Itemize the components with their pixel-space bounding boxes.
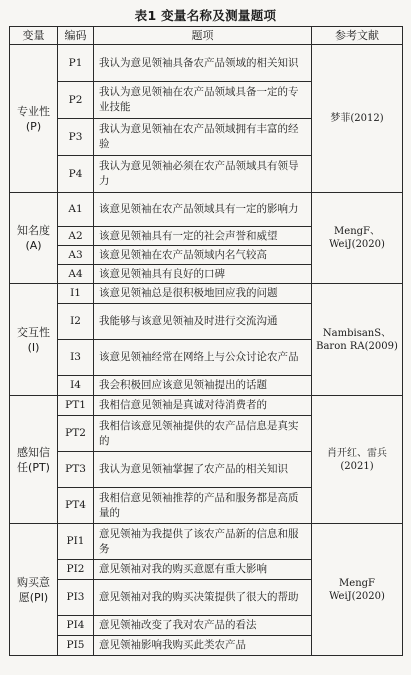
item-text: 意见领袖为我提供了该农产品新的信息和服务 — [94, 524, 312, 560]
item-code: A4 — [58, 265, 94, 284]
item-text: 意见领袖对我的购买决策提供了很大的帮助 — [94, 580, 312, 616]
item-code: PI1 — [58, 524, 94, 560]
item-text: 我认为意见领袖在农产品领域具备一定的专业技能 — [94, 82, 312, 119]
item-text: 我会积极回应该意见领袖提出的话题 — [94, 376, 312, 396]
item-text: 意见领袖对我的购买意愿有重大影响 — [94, 560, 312, 580]
item-text: 我能够与该意见领袖及时进行交流沟通 — [94, 304, 312, 340]
item-text: 我相信该意见领袖提供的农产品信息是真实的 — [94, 416, 312, 452]
item-text: 我相信意见领袖推荐的产品和服务都是高质量的 — [94, 488, 312, 524]
item-code: PT4 — [58, 488, 94, 524]
item-text: 我相信意见领袖是真诚对待消费者的 — [94, 396, 312, 416]
reference-professionalism: 梦菲(2012) — [312, 45, 403, 193]
item-text: 我认为意见领袖必须在农产品领域具有领导力 — [94, 156, 312, 193]
item-text: 该意见领袖在农产品领域具有一定的影响力 — [94, 193, 312, 227]
item-code: I1 — [58, 284, 94, 304]
item-text: 该意见领袖总是很积极地回应我的问题 — [94, 284, 312, 304]
item-code: P4 — [58, 156, 94, 193]
item-code: PI5 — [58, 636, 94, 656]
table-caption: 表1 变量名称及测量题项 — [134, 8, 277, 23]
item-code: A3 — [58, 246, 94, 265]
item-code: A1 — [58, 193, 94, 227]
item-text: 该意见领袖具有良好的口碑 — [94, 265, 312, 284]
item-code: PI3 — [58, 580, 94, 616]
variable-name-professionalism: 专业性(P) — [10, 45, 58, 193]
variable-name-perceived-trust: 感知信任(PT) — [10, 396, 58, 524]
reference-interactivity: NambisanS、Baron RA(2009) — [312, 284, 403, 396]
reference-perceived-trust: 肖开红、雷兵(2021) — [312, 396, 403, 524]
variable-name-awareness: 知名度(A) — [10, 193, 58, 284]
item-code: PT3 — [58, 452, 94, 488]
table-row — [10, 193, 403, 227]
item-text: 该意见领袖经常在网络上与公众讨论农产品 — [94, 340, 312, 376]
item-code: PI2 — [58, 560, 94, 580]
table-row — [10, 524, 403, 560]
table-row — [10, 396, 403, 416]
item-text: 我认为意见领袖掌握了农产品的相关知识 — [94, 452, 312, 488]
item-code: P1 — [58, 45, 94, 82]
table-row — [10, 45, 403, 82]
item-text: 我认为意见领袖在农产品领域拥有丰富的经验 — [94, 119, 312, 156]
item-code: PT2 — [58, 416, 94, 452]
item-code: PI4 — [58, 616, 94, 636]
header-row — [10, 27, 403, 45]
item-code: P3 — [58, 119, 94, 156]
item-code: I4 — [58, 376, 94, 396]
item-text: 该意见领袖具有一定的社会声誉和威望 — [94, 227, 312, 246]
item-code: P2 — [58, 82, 94, 119]
item-code: A2 — [58, 227, 94, 246]
header-variable: 变量 — [10, 27, 58, 45]
table-row — [10, 284, 403, 304]
item-code: I3 — [58, 340, 94, 376]
header-reference: 参考文献 — [312, 27, 403, 45]
item-code: PT1 — [58, 396, 94, 416]
item-text: 我认为意见领袖具备农产品领域的相关知识 — [94, 45, 312, 82]
variable-name-purchase-intention: 购买意愿(PI) — [10, 524, 58, 656]
measurement-table — [9, 26, 403, 656]
header-item: 题项 — [94, 27, 312, 45]
item-text: 意见领袖影响我购买此类农产品 — [94, 636, 312, 656]
header-code: 编码 — [58, 27, 94, 45]
item-code: I2 — [58, 304, 94, 340]
variable-name-interactivity: 交互性(I) — [10, 284, 58, 396]
item-text: 该意见领袖在农产品领域内名气较高 — [94, 246, 312, 265]
reference-purchase-intention: MengF WeiJ(2020) — [312, 524, 403, 656]
item-text: 意见领袖改变了我对农产品的看法 — [94, 616, 312, 636]
reference-awareness: MengF、WeiJ(2020) — [312, 193, 403, 284]
